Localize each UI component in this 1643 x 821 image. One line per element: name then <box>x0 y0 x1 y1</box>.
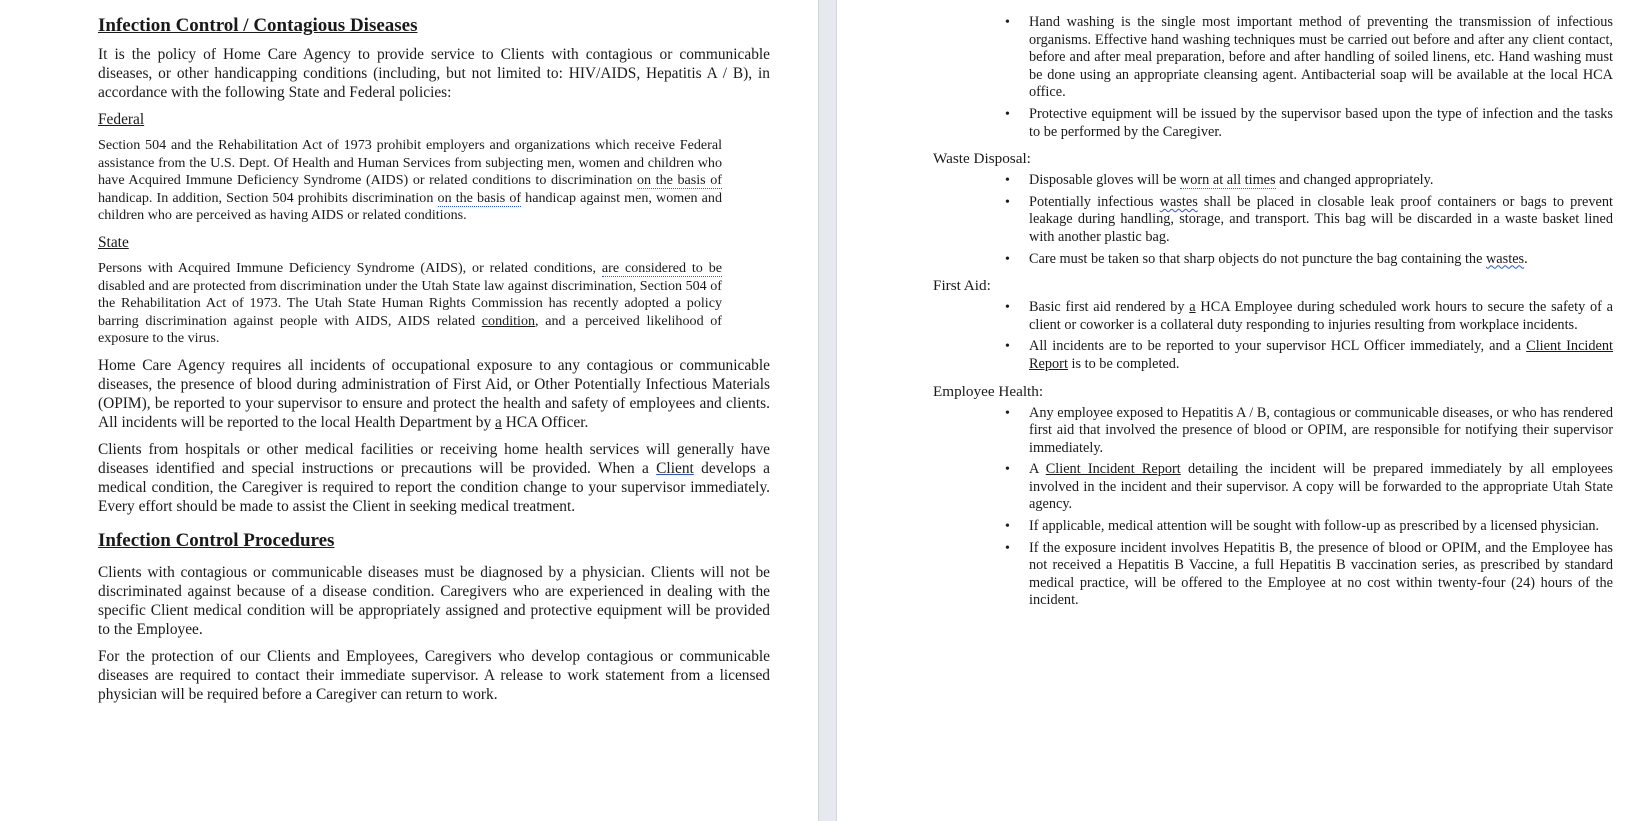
grammar-flag[interactable]: Client <box>656 459 694 477</box>
heading-infection-control: Infection Control / Contagious Diseases <box>98 15 418 36</box>
list-item: • Protective equipment will be issued by the supervisor based upon the type of infection and the tasks to be performed by the Caregiver. <box>1029 106 1613 141</box>
list-item: • Disposable gloves will be worn at all times and changed appropriately. <box>1029 172 1613 190</box>
list-item: • Basic first aid rendered by a HCA Employee during scheduled work hours to secure the safety of a client or coworker is a collateral duty responding to injuries resulting from workplace incidents. <box>1029 299 1613 334</box>
first-aid-list <box>933 299 1613 373</box>
document-page-right[interactable] <box>836 0 1643 821</box>
waste-disposal-label: Waste Disposal: <box>933 150 1031 168</box>
procedures-paragraph-2: For the protection of our Clients and Employees, Caregivers who develop contagious or communicable diseases are required to contact their immediate supervisor. A release to work statement from a licensed physician will be required before a Caregiver can return to work. <box>98 647 770 703</box>
list-item: • If the exposure incident involves Hepatitis B, the presence of blood or OPIM, and the Employee has not received a Hepatitis B Vaccine, a full Hepatitis B vaccination series, as prescribed by standard medical practice, will be offered to the Employee at no cost within twenty-four (24) hours of the incident. <box>1029 540 1613 610</box>
state-heading: State <box>98 233 129 251</box>
list-item: • Care must be taken so that sharp objects do not puncture the bag containing the wastes. <box>1029 251 1613 269</box>
intro-paragraph: It is the policy of Home Care Agency to provide service to Clients with contagious or communicable diseases, or other handicapping conditions (including, but not limited to: HIV/AIDS, Hepatitis A / B), in accordance with the following State and Federal policies: <box>98 46 770 101</box>
grammar-flag[interactable]: worn at all times <box>1179 172 1276 189</box>
exposure-paragraph: Home Care Agency requires all incidents of occupational exposure to any contagious or communicable diseases, the presence of blood during administration of First Aid, or Other Potentially Infectious Materials (OPIM), be reported to your supervisor to ensure and protect the health and safety of employees and clients. All incidents will be reported to the local Health Department by a HCA Officer. <box>98 356 770 431</box>
heading-infection-procedures: Infection Control Procedures <box>98 529 335 551</box>
employee-health-list <box>933 405 1613 611</box>
top-bullet-list <box>933 14 1613 141</box>
grammar-flag[interactable]: are considered to be <box>601 259 722 276</box>
first-aid-label: First Aid: <box>933 277 991 295</box>
procedures-paragraph-1: Clients with contagious or communicable diseases must be diagnosed by a physician. Clients will not be discriminated against because of a disease condition. Caregivers who are experienced in dealing with the specific Client medical condition will be appropriately assigned and protective equipment will be provided to the Employee. <box>98 563 770 638</box>
list-item: • A Client Incident Report detailing the incident will be prepared immediately by all employees involved in the incident and their supervisor. A copy will be forwarded to the appropriate Utah State agency. <box>1029 461 1613 514</box>
list-item: • Any employee exposed to Hepatitis A / B, contagious or communicable diseases, or who has rendered first aid that involved the presence of blood or OPIM, are responsible for notifying their supervisor immediately. <box>1029 405 1613 458</box>
state-paragraph: Persons with Acquired Immune Deficiency Syndrome (AIDS), or related conditions, are considered to be disabled and are protected from discrimination under the Utah State law against discrimination, Section 504 of the Rehabilitation Act of 1973. The Utah State Human Rights Commission has recently adopted a policy barring discrimination against people with AIDS, AIDS related condition, and a perceived likelihood of exposure to the virus. <box>98 259 722 347</box>
grammar-flag[interactable]: a <box>495 413 502 431</box>
list-item: • Potentially infectious wastes shall be placed in closable leak proof containers or bags to prevent leakage during handling, storage, and transport. This bag will be discarded in a waste basket lined with another plastic bag. <box>1029 194 1613 247</box>
document-page-left[interactable] <box>0 0 819 821</box>
list-item: • Hand washing is the single most important method of preventing the transmission of infectious organisms. Effective hand washing techniques must be carried out before and after any client contact, before and after meal preparation, before and after handling of soiled linens, etc. Hand washing must be done using an appropriate cleansing agent. Antibacterial soap will be available at the local HCA office. <box>1029 14 1613 102</box>
page-left-body <box>98 14 770 712</box>
waste-list <box>933 172 1613 268</box>
employee-health-label: Employee Health: <box>933 382 1044 400</box>
grammar-flag[interactable]: on the basis of <box>636 172 723 189</box>
grammar-flag[interactable]: condition <box>481 312 536 329</box>
grammar-flag[interactable]: wastes <box>1159 193 1198 210</box>
grammar-flag[interactable]: wastes <box>1485 250 1525 267</box>
client-incident-report-link: Client Incident Report <box>1045 461 1181 478</box>
grammar-flag[interactable]: a <box>1189 299 1196 316</box>
clients-paragraph: Clients from hospitals or other medical facilities or receiving home health services will generally have diseases identified and special instructions or precautions will be provided. When a Client develops a medical condition, the Caregiver is required to report the condition change to your supervisor immediately. Every effort should be made to assist the Client in seeking medical treatment. <box>98 440 770 515</box>
grammar-flag[interactable]: on the basis of <box>437 189 522 206</box>
page-right-body <box>933 14 1613 618</box>
client-incident-report-link: Client Incident Report <box>1029 338 1613 372</box>
list-item: • If applicable, medical attention will be sought with follow-up as prescribed by a licensed physician. <box>1029 518 1613 536</box>
list-item: • All incidents are to be reported to your supervisor HCL Officer immediately, and a Client Incident Report is to be completed. <box>1029 338 1613 373</box>
federal-heading: Federal <box>98 111 145 128</box>
federal-paragraph: Section 504 and the Rehabilitation Act of 1973 prohibit employers and organizations which receive Federal assistance from the U.S. Dept. Of Health and Human Services from subjecting men, women and children who have Acquired Immune Deficiency Syndrome (AIDS) or related conditions to discrimination on the basis of handicap. In addition, Section 504 prohibits discrimination on the basis of handicap against men, women and children who are perceived as having AIDS or related conditions. <box>98 137 723 224</box>
